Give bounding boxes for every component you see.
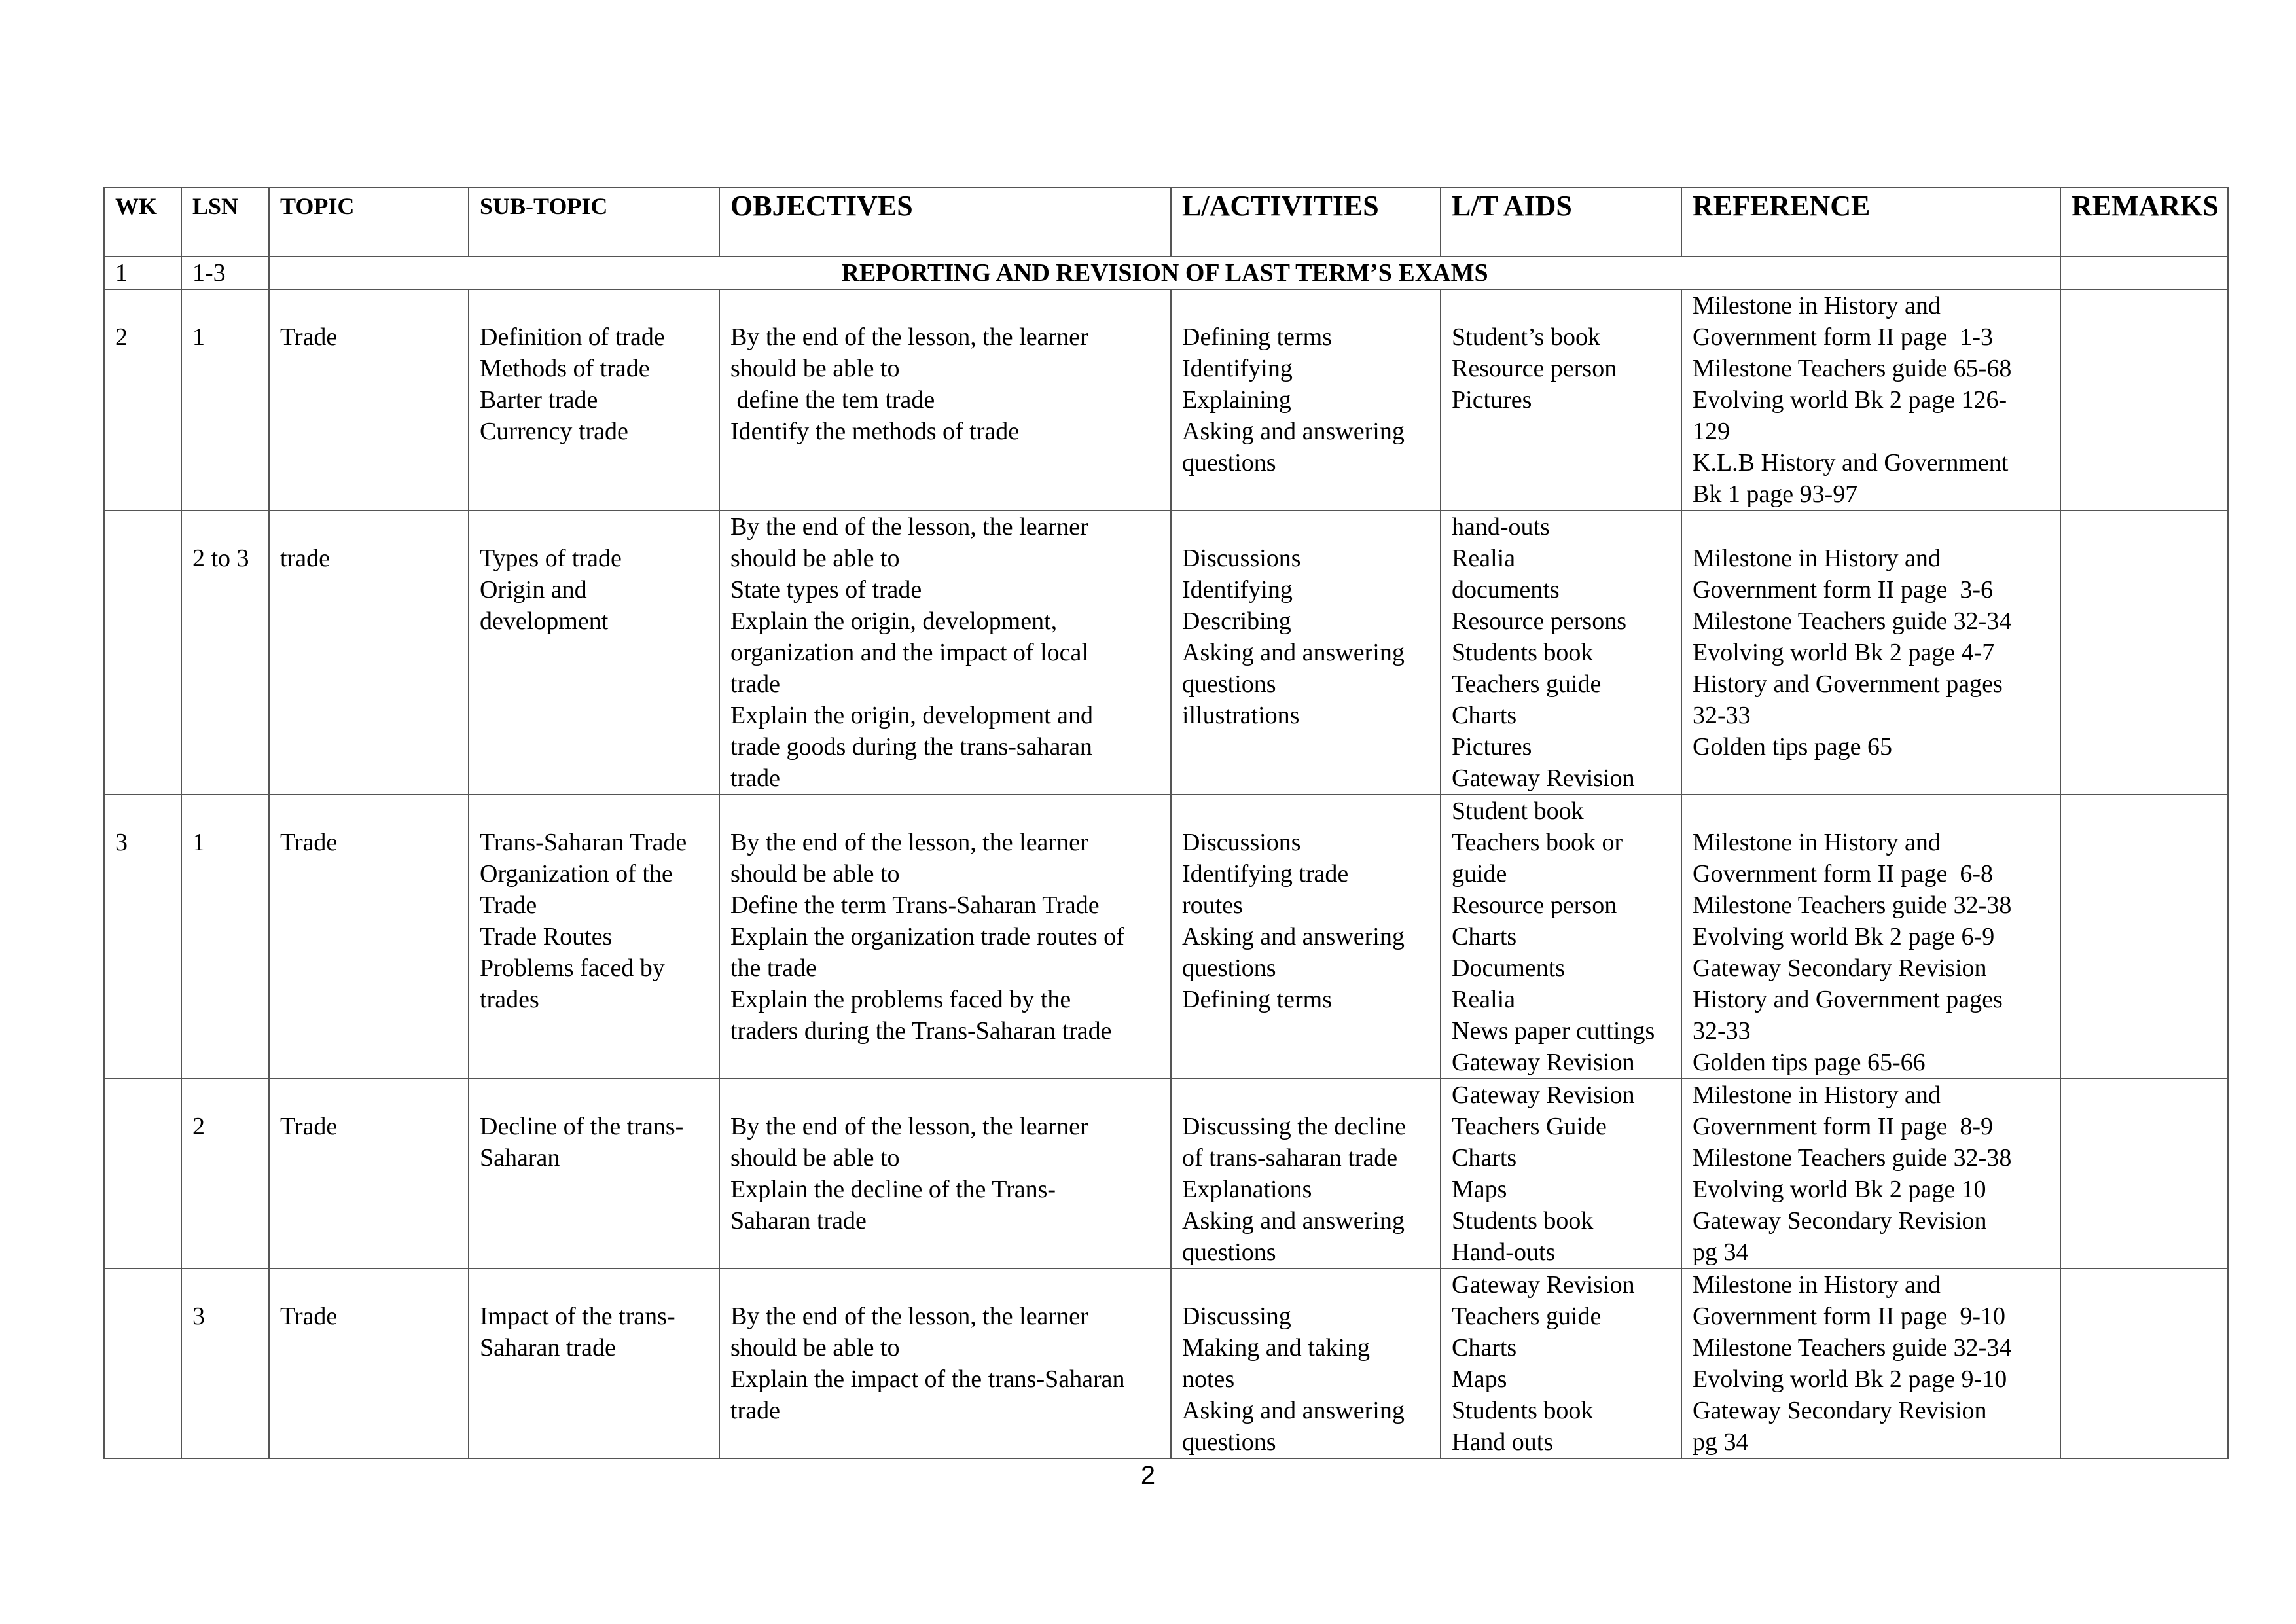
cell-remarks: [2060, 1269, 2228, 1458]
cell-subtopic: [469, 1269, 719, 1458]
aids-line: Resource person: [1452, 892, 1617, 919]
subtopic-line: Currency trade: [480, 418, 628, 445]
objectives-line: trade: [730, 670, 780, 698]
subtopic-line: Trade Routes: [480, 923, 613, 950]
activities-line: questions: [1182, 1238, 1276, 1266]
aids-line: Gateway Revision: [1452, 1271, 1635, 1299]
aids-line: Students book: [1452, 639, 1594, 666]
header-aids: L/T AIDS: [1441, 187, 1681, 257]
reference-line: Milestone Teachers guide 65-68: [1693, 355, 2012, 382]
activities-line: questions: [1182, 449, 1276, 477]
header-topic: TOPIC: [269, 187, 469, 257]
cell-remarks: [2060, 511, 2228, 795]
activities-line: Asking and answering: [1182, 923, 1405, 950]
objectives-line: Identify the methods of trade: [730, 418, 1020, 445]
cell-reference: [1681, 511, 2060, 795]
cell-lsn: [181, 1269, 269, 1458]
topic-text: Trade: [280, 323, 338, 351]
reference-line: Milestone in History and: [1693, 292, 1941, 319]
cell-wk: [104, 1079, 181, 1269]
table-row: [104, 1269, 2228, 1458]
wk-text: 3: [115, 829, 128, 856]
table-row: [104, 289, 2228, 511]
objectives-line: traders during the Trans-Saharan trade: [730, 1017, 1112, 1045]
header-row: [104, 187, 2228, 257]
aids-line: Gateway Revision: [1452, 1081, 1635, 1109]
activities-line: Discussions: [1182, 829, 1301, 856]
activities-line: Identifying: [1182, 576, 1293, 604]
cell-topic: [269, 795, 469, 1079]
aids-line: Student book: [1452, 797, 1584, 825]
cell-topic: [269, 1269, 469, 1458]
page-number: 2: [1140, 1461, 1156, 1490]
cell-remarks: [2060, 795, 2228, 1079]
reference-line: 129: [1693, 418, 1730, 445]
reference-line: K.L.B History and Government: [1693, 449, 2009, 477]
aids-line: Pictures: [1452, 386, 1532, 414]
cell-topic: [269, 1079, 469, 1269]
activities-line: notes: [1182, 1365, 1235, 1393]
reference-line: 32-33: [1693, 1017, 1751, 1045]
cell-lsn: [181, 289, 269, 511]
cell-activities: [1171, 1269, 1441, 1458]
cell-wk: [104, 795, 181, 1079]
banner-row: [104, 257, 2228, 289]
banner-remarks: [2060, 257, 2228, 289]
subtopic-line: Trade: [480, 892, 537, 919]
activities-line: Identifying: [1182, 355, 1293, 382]
activities-line: Asking and answering: [1182, 1207, 1405, 1235]
cell-objectives: [719, 1269, 1171, 1458]
cell-topic: [269, 511, 469, 795]
cell-lsn: [181, 1079, 269, 1269]
activities-line: of trans-saharan trade: [1182, 1144, 1398, 1172]
subtopic-line: Trans-Saharan Trade: [480, 829, 687, 856]
subtopic-line: development: [480, 607, 609, 635]
objectives-line: trade goods during the trans-saharan: [730, 733, 1092, 761]
cell-reference: [1681, 289, 2060, 511]
cell-wk: [104, 289, 181, 511]
objectives-line: Saharan trade: [730, 1207, 867, 1235]
topic-text: trade: [280, 545, 330, 572]
objectives-line: trade: [730, 1397, 780, 1424]
topic-text: Trade: [280, 829, 338, 856]
subtopic-line: Problems faced by: [480, 954, 665, 982]
cell-activities: [1171, 1079, 1441, 1269]
reference-line: Milestone Teachers guide 32-38: [1693, 892, 2012, 919]
cell-remarks: [2060, 1079, 2228, 1269]
reference-line: 32-33: [1693, 702, 1751, 729]
aids-line: Students book: [1452, 1397, 1594, 1424]
reference-line: Bk 1 page 93-97: [1693, 480, 1858, 508]
subtopic-line: Organization of the: [480, 860, 673, 888]
reference-line: Government form II page 9-10: [1693, 1303, 2006, 1330]
activities-line: Asking and answering: [1182, 418, 1405, 445]
aids-line: Resource persons: [1452, 607, 1626, 635]
lsn-text: 2 to 3: [192, 545, 249, 572]
cell-wk: [104, 511, 181, 795]
aids-line: Students book: [1452, 1207, 1594, 1235]
header-lsn: LSN: [181, 187, 269, 257]
subtopic-line: trades: [480, 986, 539, 1013]
cell-subtopic: [469, 289, 719, 511]
aids-line: Charts: [1452, 1334, 1517, 1362]
reference-line: Evolving world Bk 2 page 9-10: [1693, 1365, 2007, 1393]
objectives-line: trade: [730, 765, 780, 792]
aids-line: Teachers guide: [1452, 1303, 1602, 1330]
aids-line: Resource person: [1452, 355, 1617, 382]
cell-topic: [269, 289, 469, 511]
aids-line: Pictures: [1452, 733, 1532, 761]
cell-activities: [1171, 289, 1441, 511]
reference-line: Milestone in History and: [1693, 829, 1941, 856]
reference-line: Evolving world Bk 2 page 4-7: [1693, 639, 1995, 666]
aids-line: Hand outs: [1452, 1428, 1554, 1456]
topic-text: Trade: [280, 1303, 338, 1330]
reference-line: Government form II page 8-9: [1693, 1113, 1994, 1140]
aids-line: Teachers Guide: [1452, 1113, 1607, 1140]
activities-line: Identifying trade: [1182, 860, 1349, 888]
aids-line: Hand-outs: [1452, 1238, 1556, 1266]
wk-text: 2: [115, 323, 128, 351]
objectives-line: Explain the decline of the Trans-: [730, 1176, 1056, 1203]
objectives-line: should be able to: [730, 545, 900, 572]
subtopic-line: Types of trade: [480, 545, 622, 572]
banner-text: REPORTING AND REVISION OF LAST TERM’S EXAMS: [269, 257, 2060, 289]
activities-line: Discussing: [1182, 1303, 1291, 1330]
objectives-line: should be able to: [730, 1144, 900, 1172]
lsn-text: 1: [192, 323, 205, 351]
objectives-line: should be able to: [730, 355, 900, 382]
aids-line: News paper cuttings: [1452, 1017, 1655, 1045]
activities-line: Defining terms: [1182, 986, 1333, 1013]
cell-remarks: [2060, 289, 2228, 511]
activities-line: Defining terms: [1182, 323, 1333, 351]
cell-aids: [1441, 289, 1681, 511]
cell-reference: [1681, 795, 2060, 1079]
subtopic-line: Definition of trade: [480, 323, 665, 351]
cell-objectives: [719, 795, 1171, 1079]
reference-line: Milestone in History and: [1693, 1081, 1941, 1109]
reference-line: Evolving world Bk 2 page 6-9: [1693, 923, 1995, 950]
activities-line: Making and taking: [1182, 1334, 1371, 1362]
lsn-text: 1: [192, 829, 205, 856]
objectives-line: Explain the problems faced by the: [730, 986, 1071, 1013]
activities-line: questions: [1182, 954, 1276, 982]
activities-line: questions: [1182, 670, 1276, 698]
objectives-line: should be able to: [730, 860, 900, 888]
reference-line: History and Government pages: [1693, 986, 2003, 1013]
reference-line: Milestone in History and: [1693, 1271, 1941, 1299]
reference-line: Milestone Teachers guide 32-34: [1693, 1334, 2012, 1362]
reference-line: Gateway Secondary Revision: [1693, 1397, 1987, 1424]
objectives-line: define the tem trade: [730, 386, 935, 414]
objectives-line: the trade: [730, 954, 817, 982]
banner-wk: 1: [104, 257, 181, 289]
activities-line: Explanations: [1182, 1176, 1312, 1203]
reference-line: Milestone Teachers guide 32-38: [1693, 1144, 2012, 1172]
cell-wk: [104, 1269, 181, 1458]
objectives-line: By the end of the lesson, the learner: [730, 829, 1088, 856]
subtopic-line: Methods of trade: [480, 355, 650, 382]
activities-line: Discussions: [1182, 545, 1301, 572]
scheme-of-work-table: [103, 187, 2229, 1459]
cell-objectives: [719, 1079, 1171, 1269]
activities-line: routes: [1182, 892, 1243, 919]
header-subtopic: SUB-TOPIC: [469, 187, 719, 257]
lsn-text: 2: [192, 1113, 205, 1140]
cell-subtopic: [469, 511, 719, 795]
reference-line: Milestone in History and: [1693, 545, 1941, 572]
objectives-line: Explain the impact of the trans-Saharan: [730, 1365, 1125, 1393]
aids-line: Charts: [1452, 1144, 1517, 1172]
aids-line: Documents: [1452, 954, 1566, 982]
subtopic-line: Decline of the trans-: [480, 1113, 684, 1140]
objectives-line: By the end of the lesson, the learner: [730, 1113, 1088, 1140]
reference-line: pg 34: [1693, 1238, 1749, 1266]
header-activities: L/ACTIVITIES: [1171, 187, 1441, 257]
activities-line: Discussing the decline: [1182, 1113, 1406, 1140]
aids-line: Student’s book: [1452, 323, 1600, 351]
topic-text: Trade: [280, 1113, 338, 1140]
reference-line: Evolving world Bk 2 page 10: [1693, 1176, 1986, 1203]
cell-aids: [1441, 1269, 1681, 1458]
cell-objectives: [719, 289, 1171, 511]
header-wk: WK: [104, 187, 181, 257]
cell-aids: [1441, 1079, 1681, 1269]
objectives-line: By the end of the lesson, the learner: [730, 513, 1088, 541]
activities-line: Describing: [1182, 607, 1291, 635]
cell-activities: [1171, 511, 1441, 795]
subtopic-line: Saharan trade: [480, 1334, 616, 1362]
aids-line: documents: [1452, 576, 1560, 604]
aids-line: Teachers book or: [1452, 829, 1623, 856]
reference-line: Golden tips page 65-66: [1693, 1049, 1926, 1076]
cell-activities: [1171, 795, 1441, 1079]
objectives-line: Define the term Trans-Saharan Trade: [730, 892, 1100, 919]
lsn-text: 3: [192, 1303, 205, 1330]
lesson-rows: [104, 289, 2228, 1458]
cell-objectives: [719, 511, 1171, 795]
activities-line: Asking and answering: [1182, 1397, 1405, 1424]
cell-subtopic: [469, 795, 719, 1079]
subtopic-line: Saharan: [480, 1144, 560, 1172]
aids-line: guide: [1452, 860, 1507, 888]
aids-line: hand-outs: [1452, 513, 1550, 541]
table-row: [104, 511, 2228, 795]
cell-aids: [1441, 795, 1681, 1079]
objectives-line: By the end of the lesson, the learner: [730, 1303, 1088, 1330]
aids-line: Charts: [1452, 702, 1517, 729]
header-reference: REFERENCE: [1681, 187, 2060, 257]
reference-line: Gateway Secondary Revision: [1693, 1207, 1987, 1235]
activities-line: illustrations: [1182, 702, 1300, 729]
reference-line: Evolving world Bk 2 page 126-: [1693, 386, 2007, 414]
cell-aids: [1441, 511, 1681, 795]
table-row: [104, 795, 2228, 1079]
aids-line: Realia: [1452, 545, 1516, 572]
activities-line: questions: [1182, 1428, 1276, 1456]
reference-line: pg 34: [1693, 1428, 1749, 1456]
reference-line: Golden tips page 65: [1693, 733, 1893, 761]
activities-line: Asking and answering: [1182, 639, 1405, 666]
reference-line: Government form II page 6-8: [1693, 860, 1994, 888]
aids-line: Maps: [1452, 1176, 1507, 1203]
objectives-line: Explain the origin, development and: [730, 702, 1094, 729]
objectives-line: By the end of the lesson, the learner: [730, 323, 1088, 351]
aids-line: Charts: [1452, 923, 1517, 950]
reference-line: Gateway Secondary Revision: [1693, 954, 1987, 982]
objectives-line: Explain the origin, development,: [730, 607, 1058, 635]
cell-lsn: [181, 795, 269, 1079]
subtopic-line: Barter trade: [480, 386, 598, 414]
table-row: [104, 1079, 2228, 1269]
header-objectives: OBJECTIVES: [719, 187, 1171, 257]
reference-line: Government form II page 3-6: [1693, 576, 1994, 604]
cell-subtopic: [469, 1079, 719, 1269]
reference-line: Milestone Teachers guide 32-34: [1693, 607, 2012, 635]
objectives-line: should be able to: [730, 1334, 900, 1362]
objectives-line: State types of trade: [730, 576, 922, 604]
subtopic-line: Origin and: [480, 576, 587, 604]
reference-line: Government form II page 1-3: [1693, 323, 1994, 351]
banner-lsn: 1-3: [181, 257, 269, 289]
aids-line: Realia: [1452, 986, 1516, 1013]
cell-lsn: [181, 511, 269, 795]
aids-line: Maps: [1452, 1365, 1507, 1393]
aids-line: Gateway Revision: [1452, 765, 1635, 792]
objectives-line: Explain the organization trade routes of: [730, 923, 1124, 950]
activities-line: Explaining: [1182, 386, 1291, 414]
objectives-line: organization and the impact of local: [730, 639, 1088, 666]
subtopic-line: Impact of the trans-: [480, 1303, 675, 1330]
aids-line: Gateway Revision: [1452, 1049, 1635, 1076]
aids-line: Teachers guide: [1452, 670, 1602, 698]
cell-reference: [1681, 1269, 2060, 1458]
cell-reference: [1681, 1079, 2060, 1269]
reference-line: History and Government pages: [1693, 670, 2003, 698]
header-remarks: REMARKS: [2060, 187, 2228, 257]
